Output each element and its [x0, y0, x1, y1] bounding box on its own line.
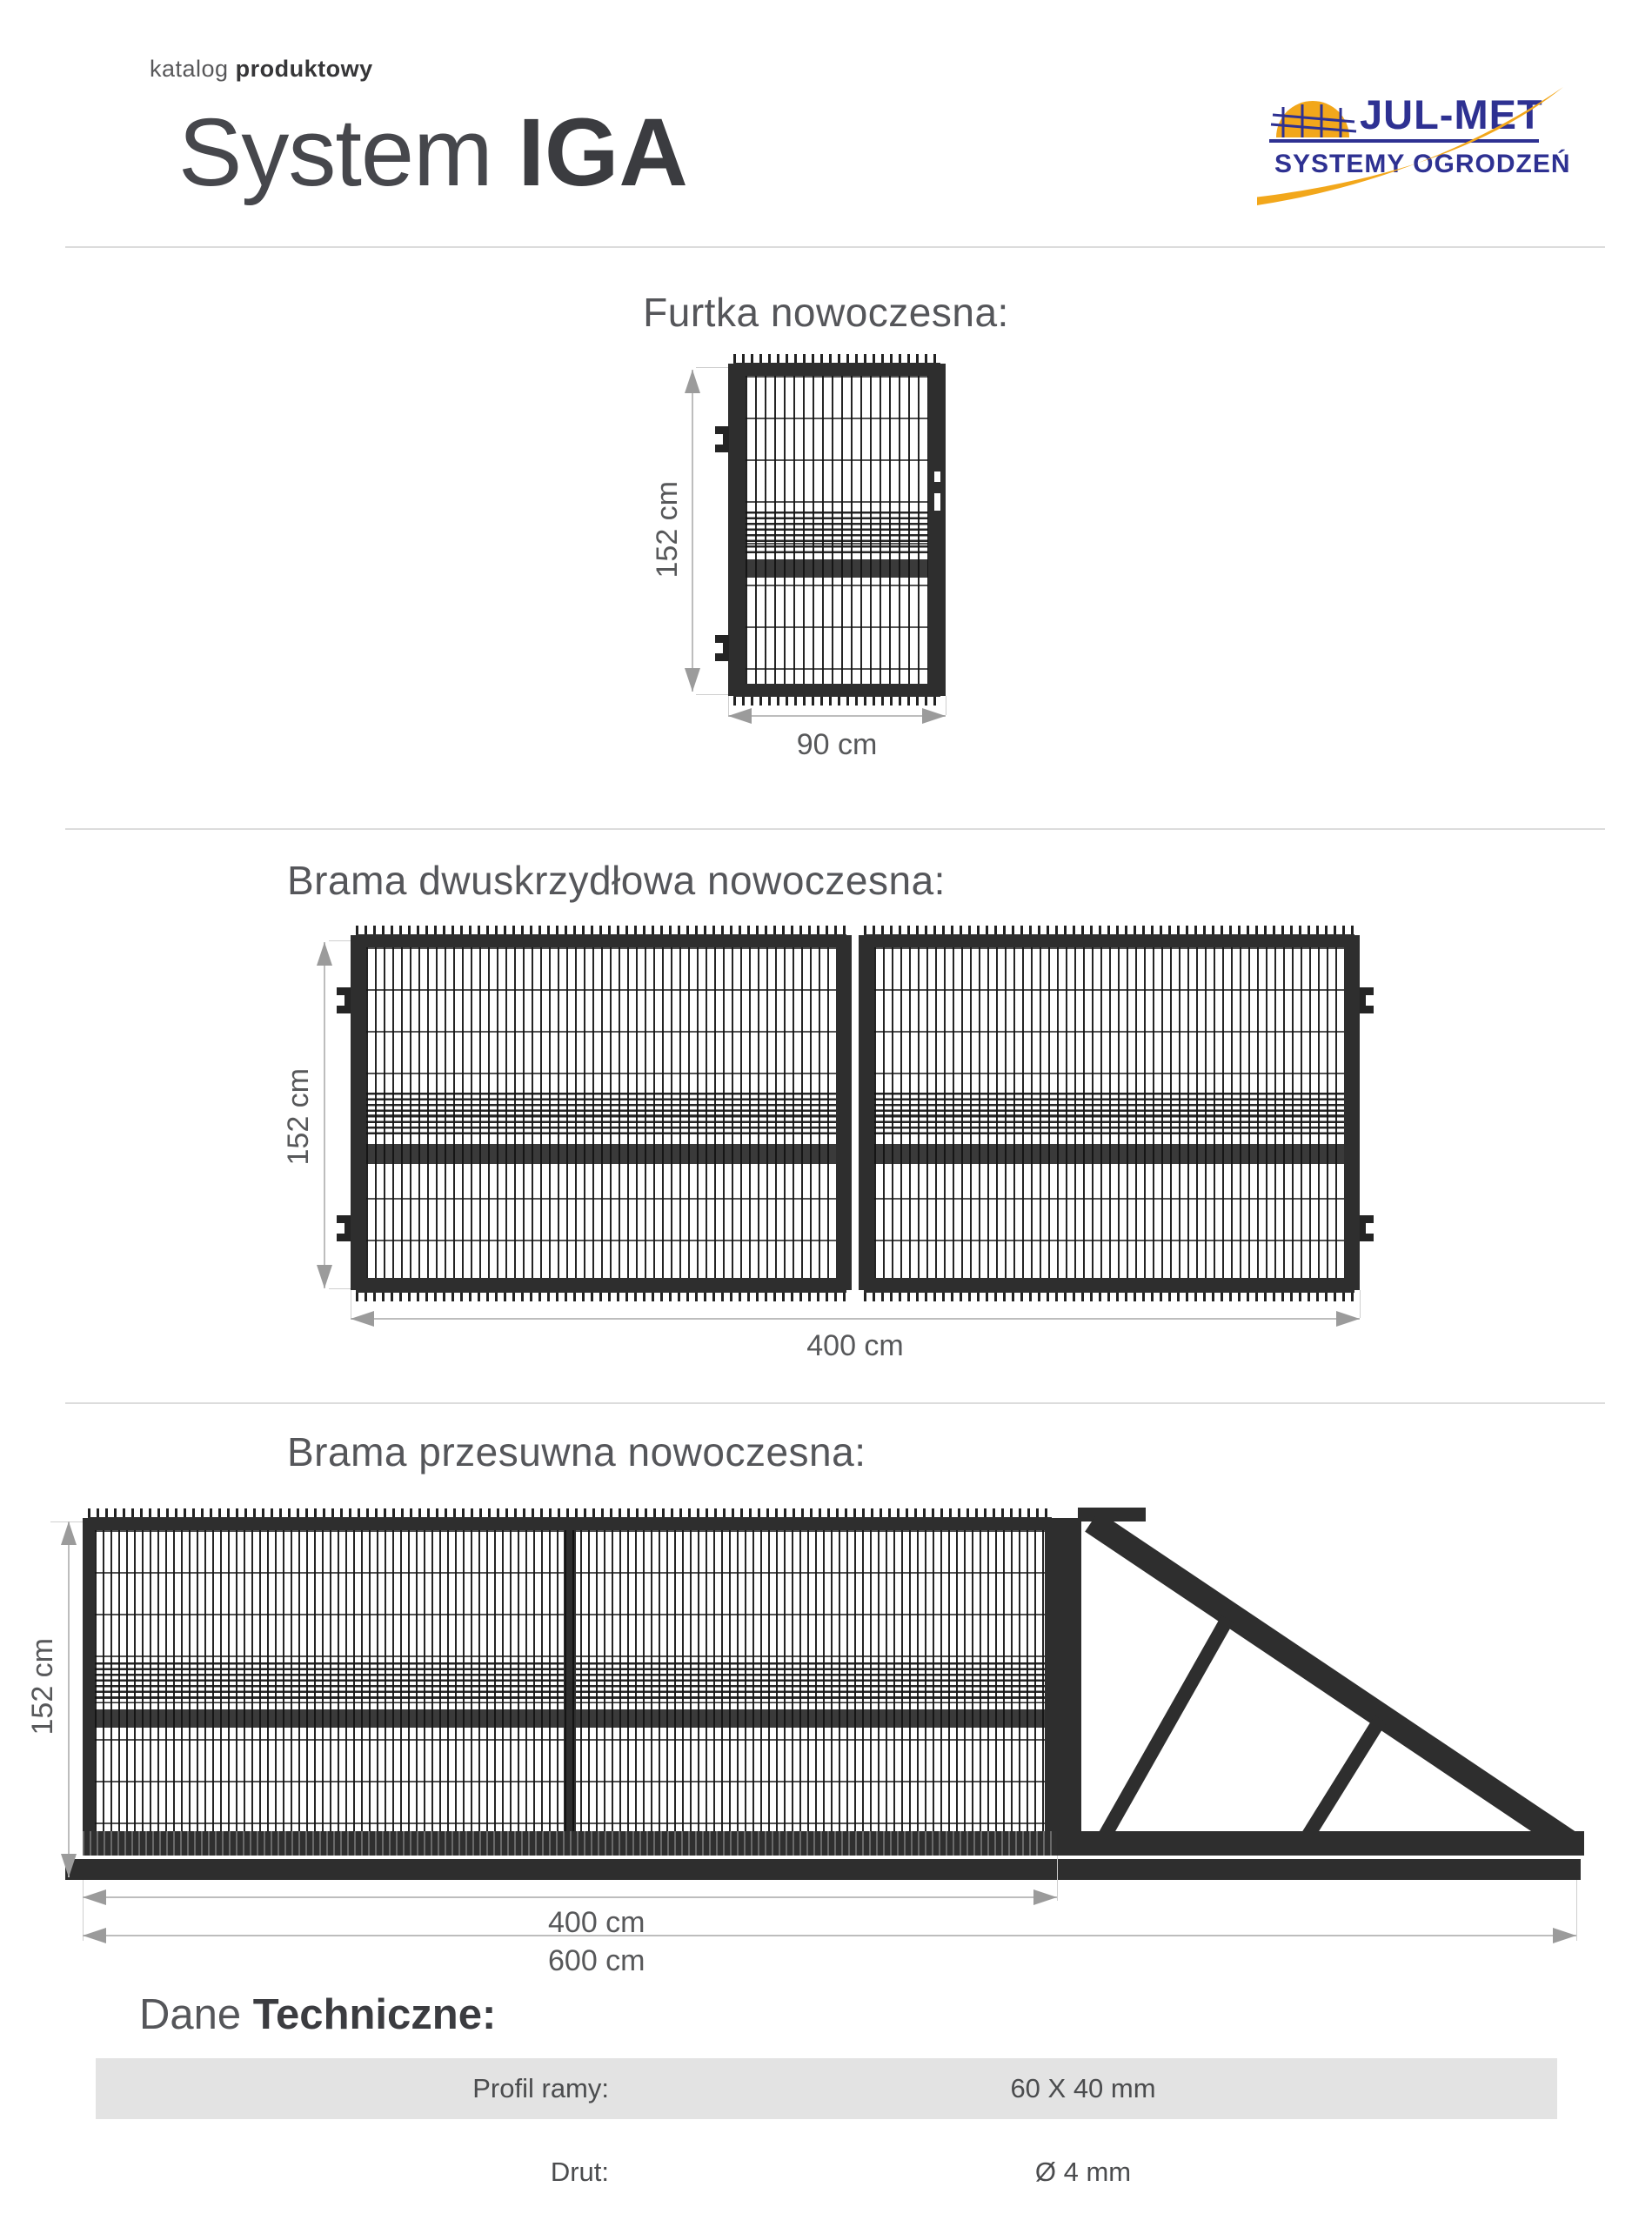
- height-dimension-label: 152 cm: [651, 481, 684, 578]
- lock-slot-icon: [934, 471, 940, 482]
- tech-heading-bold: Techniczne:: [252, 1991, 497, 2038]
- row-label: Profil ramy:: [472, 2073, 609, 2103]
- wire-spikes-top: [356, 926, 846, 937]
- logo-brand-text: JUL-MET: [1360, 91, 1543, 137]
- extension-line: [696, 367, 728, 368]
- triangle-brace-1: [1100, 1619, 1227, 1843]
- hinge-icon-left-top: [337, 987, 351, 1013]
- page-title-light: System: [178, 99, 492, 206]
- page-title: [178, 97, 688, 208]
- furtka-gate-leaf: [728, 364, 946, 696]
- height-dimension-arrow: [68, 1521, 70, 1877]
- wire-spikes-top: [864, 926, 1354, 937]
- lock-keyhole-icon: [934, 493, 940, 511]
- extension-line: [329, 1288, 351, 1289]
- gate-leaf-left: [351, 935, 852, 1290]
- gate-leaf-right: [859, 935, 1360, 1290]
- eyebrow-bold: produktowy: [235, 56, 373, 82]
- width-dimension-label: 90 cm: [796, 728, 878, 761]
- logo-rule: [1269, 139, 1539, 143]
- row-value: 60 X 40 mm: [1010, 2073, 1156, 2103]
- wire-spikes-top: [88, 1508, 1052, 1520]
- triangle-post: [1057, 1518, 1081, 1856]
- ground-rail: [65, 1859, 1581, 1880]
- section-title-dwuskrzydlowa: Brama dwuskrzydłowa nowoczesna:: [287, 858, 946, 903]
- leaf-width-dimension-label: 400 cm: [548, 1906, 645, 1939]
- total-width-dimension-label: 600 cm: [548, 1944, 645, 1977]
- hinge-icon-top: [715, 426, 729, 452]
- triangle-brace-2: [1303, 1719, 1381, 1843]
- wire-spikes-bottom: [733, 694, 940, 706]
- section-title-przesuwna: Brama przesuwna nowoczesna:: [287, 1429, 866, 1475]
- extension-line: [696, 694, 728, 695]
- tech-heading-light: Dane: [139, 1991, 242, 2038]
- extension-line: [1360, 1290, 1361, 1318]
- row-label: Drut:: [550, 2157, 609, 2187]
- bottom-mesh-rail: [83, 1831, 1057, 1856]
- eyebrow-light: katalog: [150, 56, 229, 82]
- mesh-vertical-wires: [366, 947, 836, 1278]
- height-dimension-arrow: [692, 370, 693, 692]
- width-dimension-arrow: [728, 715, 946, 717]
- row-value: Ø 4 mm: [1034, 2157, 1132, 2187]
- height-dimension-label: 152 cm: [282, 1068, 315, 1166]
- mesh-vertical-wires: [95, 1530, 1045, 1831]
- table-row: [96, 2142, 1557, 2203]
- height-dimension-label: 152 cm: [26, 1638, 59, 1735]
- wire-spikes-bottom: [864, 1290, 1354, 1301]
- catalog-eyebrow: [150, 56, 373, 83]
- leaf-width-dimension-arrow: [83, 1896, 1057, 1898]
- section-divider-2: [65, 828, 1605, 830]
- tech-heading: [139, 1990, 496, 2039]
- figure-brama-dwuskrzydlowa: [282, 922, 1427, 1396]
- hinge-icon-right-top: [1360, 987, 1374, 1013]
- section-title-furtka: Furtka nowoczesna:: [643, 290, 1009, 335]
- figure-furtka: [644, 352, 1027, 779]
- mesh-vertical-wires: [874, 947, 1344, 1278]
- hinge-icon-bottom: [715, 635, 729, 661]
- wire-spikes-top: [733, 354, 940, 365]
- extension-line: [1576, 1880, 1577, 1941]
- sliding-gate-mesh: [83, 1518, 1057, 1831]
- hinge-icon-right-bottom: [1360, 1215, 1374, 1241]
- width-dimension-arrow: [351, 1318, 1360, 1320]
- extension-line: [1057, 1856, 1058, 1901]
- wire-spikes-bottom: [356, 1290, 846, 1301]
- brand-logo: [1257, 70, 1588, 222]
- total-width-dimension-arrow: [83, 1935, 1576, 1936]
- figure-brama-przesuwna: [26, 1501, 1627, 2005]
- height-dimension-arrow: [324, 942, 325, 1288]
- triangle-top-stub: [1078, 1508, 1146, 1521]
- logo-tagline-text: SYSTEMY OGRODZEŃ: [1274, 150, 1571, 178]
- tech-table: [96, 2058, 1557, 2203]
- triangle-bottom-bar: [1057, 1831, 1584, 1856]
- section-divider-3: [65, 1402, 1605, 1404]
- mesh-vertical-wires: [746, 376, 928, 684]
- table-row: [96, 2058, 1557, 2119]
- page-title-bold: IGA: [518, 99, 688, 206]
- extension-line: [329, 940, 351, 941]
- hinge-icon-left-bottom: [337, 1215, 351, 1241]
- width-dimension-label: 400 cm: [806, 1329, 904, 1362]
- sun-fence-icon: [1271, 101, 1356, 137]
- section-divider-1: [65, 246, 1605, 248]
- counterweight-triangle: [1057, 1508, 1588, 1856]
